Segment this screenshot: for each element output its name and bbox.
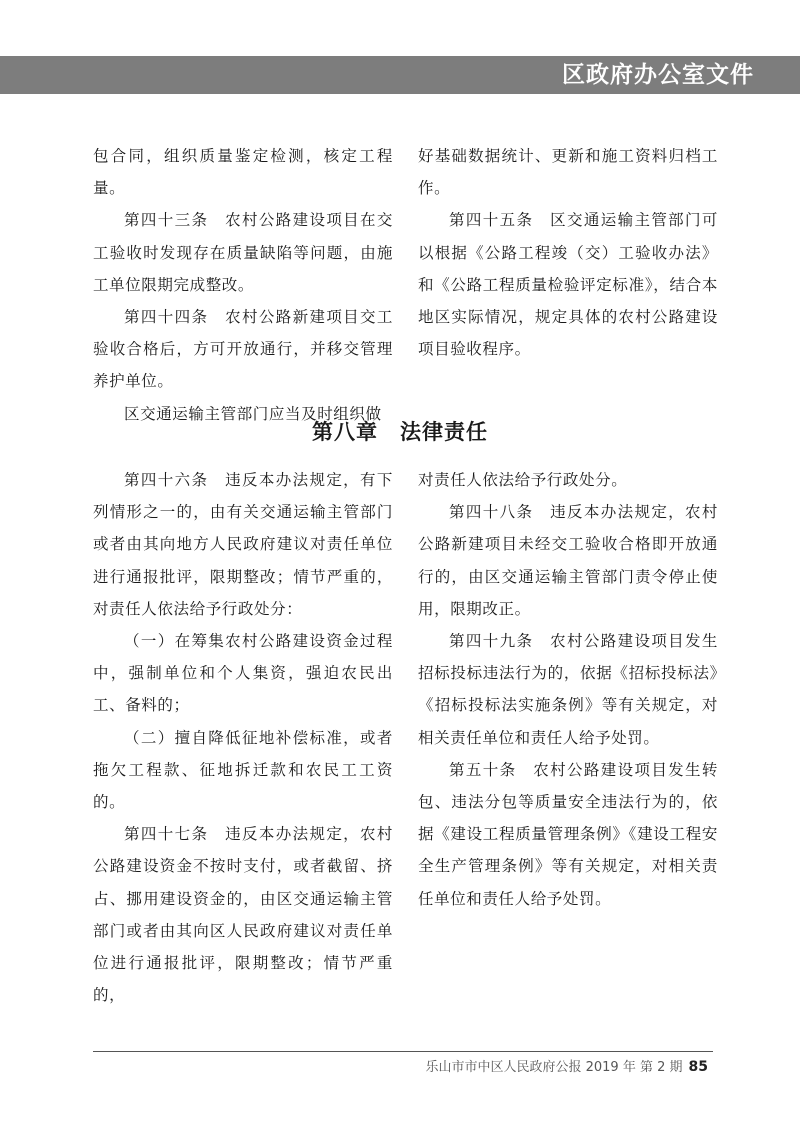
paragraph: 第四十七条 违反本办法规定，农村公路建设资金不按时支付，或者截留、挤占、挪用建设资金的，由区交通运输主管部门或者由其向区人民政府建议对责任单位进行通报批评，限期整改；情节严重的， <box>93 825 393 1005</box>
paragraph: 对责任人依法给予行政处分。 <box>418 471 628 489</box>
paragraph: 第五十条 农村公路建设项目发生转包、违法分包等质量安全违法行为的，依据《建设工程质量管理条例》《建设工程安全生产管理条例》等有关规定，对相关责任单位和责任人给予处罚。 <box>418 760 718 908</box>
footer-rule <box>93 1051 713 1052</box>
paragraph: 包合同，组织质量鉴定检测，核定工程量。 <box>93 147 393 198</box>
chapter-name: 法律责任 <box>400 420 488 444</box>
paragraph: 好基础数据统计、更新和施工资料归档工作。 <box>418 147 718 198</box>
paragraph: （二）擅自降低征地补偿标准，或者拖欠工程款、征地拆迁款和农民工工资的。 <box>93 728 393 812</box>
bottom-right-column <box>418 464 718 915</box>
page-number: 85 <box>688 1059 708 1075</box>
publication-name: 乐山市市中区人民政府公报 2019 年 第 2 期 <box>425 1060 683 1075</box>
top-right-column <box>418 140 718 365</box>
header-band <box>0 56 800 94</box>
top-left-column <box>93 140 393 430</box>
paragraph: 第四十四条 农村公路新建项目交工验收合格后，方可开放通行，并移交管理养护单位。 <box>93 308 393 391</box>
chapter-number: 第八章 <box>312 420 378 444</box>
paragraph: （一）在筹集农村公路建设资金过程中，强制单位和个人集资，强迫农民出工、备料的； <box>93 632 393 715</box>
header-title: 区政府办公室文件 <box>562 62 754 88</box>
paragraph: 区交通运输主管部门应当及时组织做 <box>124 404 382 423</box>
paragraph: 第四十五条 区交通运输主管部门可以根据《公路工程竣（交）工验收办法》和《公路工程质量检验评定标准》，结合本地区实际情况，规定具体的农村公路建设项目验收程序。 <box>418 211 718 359</box>
paragraph: 第四十六条 违反本办法规定，有下列情形之一的，由有关交通运输主管部门或者由其向地方人民政府建议对责任单位进行通报批评，限期整改；情节严重的，对责任人依法给予行政处分： <box>93 471 393 618</box>
paragraph: 第四十九条 农村公路建设项目发生招标投标违法行为的，依据《招标投标法》《招标投标法实施条例》等有关规定，对相关责任单位和责任人给予处罚。 <box>418 632 718 747</box>
chapter-title <box>0 416 800 448</box>
footer <box>425 1057 708 1078</box>
bottom-left-column <box>93 464 393 1011</box>
paragraph: 第四十八条 违反本办法规定，农村公路新建项目未经交工验收合格即开放通行的，由区交通运输主管部门责令停止使用，限期改正。 <box>418 503 718 618</box>
paragraph: 第四十三条 农村公路建设项目在交工验收时发现存在质量缺陷等问题，由施工单位限期完成整改。 <box>93 211 393 294</box>
